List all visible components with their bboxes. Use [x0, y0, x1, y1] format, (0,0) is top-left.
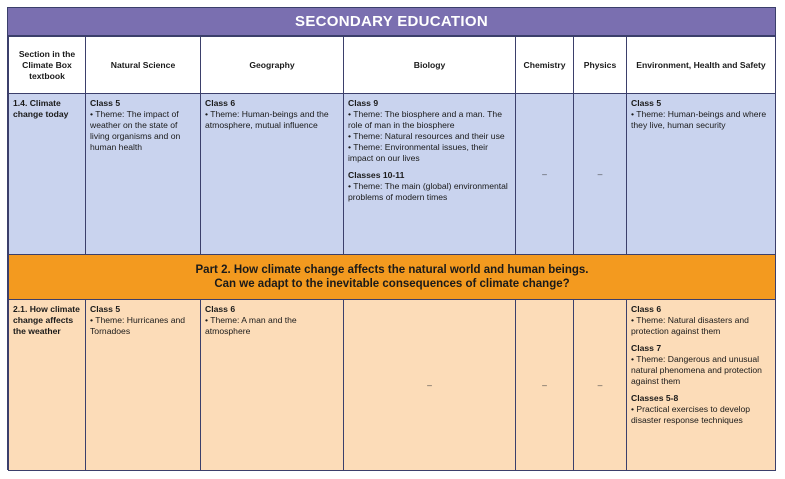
header-ehs: Environment, Health and Safety: [627, 37, 776, 94]
theme-text: • Theme: The impact of weather on the state of living organisms and on human health: [90, 109, 181, 152]
theme-text: • Theme: Human-beings and where they live, human security: [631, 109, 767, 130]
header-row: [9, 37, 776, 94]
cell-natural-science: [86, 94, 201, 255]
header-biology: Biology: [344, 37, 516, 94]
cell-biology: [344, 94, 516, 255]
part-heading-row: [9, 255, 776, 300]
theme-text: • Theme: Human-beings and the atmosphere, mutual influence: [205, 109, 329, 130]
row-section-label: 2.1. How climate change affects the weather: [9, 300, 86, 471]
part2-line2: Can we adapt to the inevitable consequences of climate change?: [214, 278, 570, 290]
class-label: Class 6: [631, 304, 662, 314]
header-geography: Geography: [201, 37, 344, 94]
curriculum-table-frame: [7, 7, 776, 470]
theme-text: • Theme: Natural resources and their use: [348, 131, 505, 141]
class-label: Classes 10-11: [348, 170, 405, 180]
header-natural-science: Natural Science: [86, 37, 201, 94]
header-section: Section in the Climate Box textbook: [9, 37, 86, 94]
cell-geography: [201, 300, 344, 471]
class-label: Class 9: [348, 98, 379, 108]
theme-text: • Theme: The main (global) environmental problems of modern times: [348, 181, 508, 202]
class-label: Class 6: [205, 98, 236, 108]
cell-chemistry: –: [516, 94, 574, 255]
curriculum-table: [8, 36, 776, 471]
cell-physics: –: [574, 300, 627, 471]
cell-natural-science: [86, 300, 201, 471]
class-label: Classes 5-8: [631, 393, 679, 403]
theme-text: • Theme: Environmental issues, their impact on our lives: [348, 142, 488, 163]
class-label: Class 5: [90, 304, 121, 314]
cell-biology: –: [344, 300, 516, 471]
theme-text: • Theme: Dangerous and unusual natural phenomena and protection against them: [631, 354, 762, 386]
header-physics: Physics: [574, 37, 627, 94]
row-section-label: 1.4. Climate change today: [9, 94, 86, 255]
table-row: [9, 300, 776, 471]
theme-text: • Theme: Hurricanes and Tornadoes: [90, 315, 186, 336]
class-label: Class 5: [631, 98, 662, 108]
header-chemistry: Chemistry: [516, 37, 574, 94]
part2-heading: [9, 255, 776, 300]
theme-text: • Practical exercises to develop disaster response techniques: [631, 404, 751, 425]
part2-line1: Part 2. How climate change affects the natural world and human beings.: [195, 264, 589, 276]
cell-ehs: [627, 300, 776, 471]
theme-text: • Theme: The biosphere and a man. The role of man in the biosphere: [348, 109, 502, 130]
cell-ehs: [627, 94, 776, 255]
table-row: [9, 94, 776, 255]
cell-chemistry: –: [516, 300, 574, 471]
cell-physics: –: [574, 94, 627, 255]
class-label: Class 6: [205, 304, 236, 314]
cell-geography: [201, 94, 344, 255]
class-label: Class 5: [90, 98, 121, 108]
class-label: Class 7: [631, 343, 662, 353]
section-title: SECONDARY EDUCATION: [8, 8, 775, 36]
theme-text: • Theme: Natural disasters and protection against them: [631, 315, 749, 336]
theme-text: • Theme: A man and the atmosphere: [205, 315, 297, 336]
